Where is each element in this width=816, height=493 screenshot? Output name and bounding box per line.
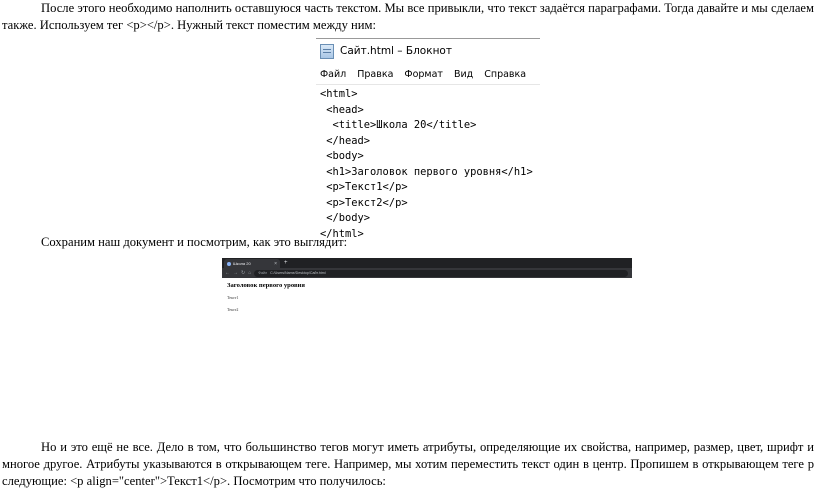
code-line: <head> [320,103,364,116]
notepad-title: Сайт.html – Блокнот [340,45,452,57]
reload-icon[interactable]: ↻ [241,270,246,276]
tab-title: Школа 20 [233,261,251,266]
code-line: </body> [320,212,371,224]
save-paragraph: Сохраним наш документ и посмотрим, как это выглядит: [41,235,348,249]
code-line: <title>Школа 20</title> [320,119,477,131]
browser-page [222,278,632,322]
menu-format[interactable]: Формат [404,69,443,80]
code-line: <body> [320,150,364,162]
notepad-app-icon [320,44,334,59]
new-tab-icon[interactable]: + [284,260,288,266]
menu-view[interactable]: Вид [453,69,474,80]
code-line: <html> [320,88,358,100]
notepad-text-area[interactable] [316,85,540,242]
code-line: </html> [320,227,364,240]
address-bar[interactable] [254,270,628,277]
code-line: <h1>Заголовок первого уровня</h1> [320,165,533,178]
browser-tab[interactable] [224,259,280,268]
menu-edit[interactable]: Правка [357,69,394,80]
favicon-icon [227,262,231,266]
page-paragraph: Текст1 [227,295,239,300]
intro-paragraph: После этого необходимо наполнить оставшуюся часть текстом. Мы все привыкли, что текст задаётся параграфами. Тогда давайте и мы сделаем также. Используем тег <p></p>. Нужный текст поместим между ним: [2,1,814,32]
back-icon[interactable]: ← [225,270,230,276]
menu-file[interactable]: Файл [320,69,347,80]
code-line: <p>Текст2</p> [320,196,408,209]
home-icon[interactable]: ⌂ [248,270,252,276]
menu-help[interactable]: Справка [484,69,527,80]
code-line: </head> [320,134,371,147]
code-line: <p>Текст1</p> [320,181,408,193]
forward-icon[interactable]: → [233,270,238,276]
browser-screenshot [222,258,632,376]
browser-tabstrip [222,258,632,268]
notepad-titlebar [316,39,540,63]
browser-toolbar [222,268,632,278]
page-paragraph: Текст2 [227,307,239,312]
address-prefix: Файл [258,271,268,275]
tab-close-icon[interactable]: × [274,260,277,267]
notepad-screenshot [316,38,540,240]
notepad-menubar [316,67,540,82]
page-heading: Заголовок первого уровня [227,282,305,289]
attributes-paragraph: Но и это ещё не все. Дело в том, что большинство тегов могут иметь атрибуты, определяющие их свойства, например, размер, цвет, шрифт и многое другое. Атрибуты указываются в открывающем теге. Например, мы хотим переместить текст один в центр. Пропишем в открывающем теге р следующие: <p align="center">Текст1</p>. Посмотрим что получилось: [2,440,814,488]
address-text: C:/Users/Name/Desktop/Сайт.html [270,271,326,275]
